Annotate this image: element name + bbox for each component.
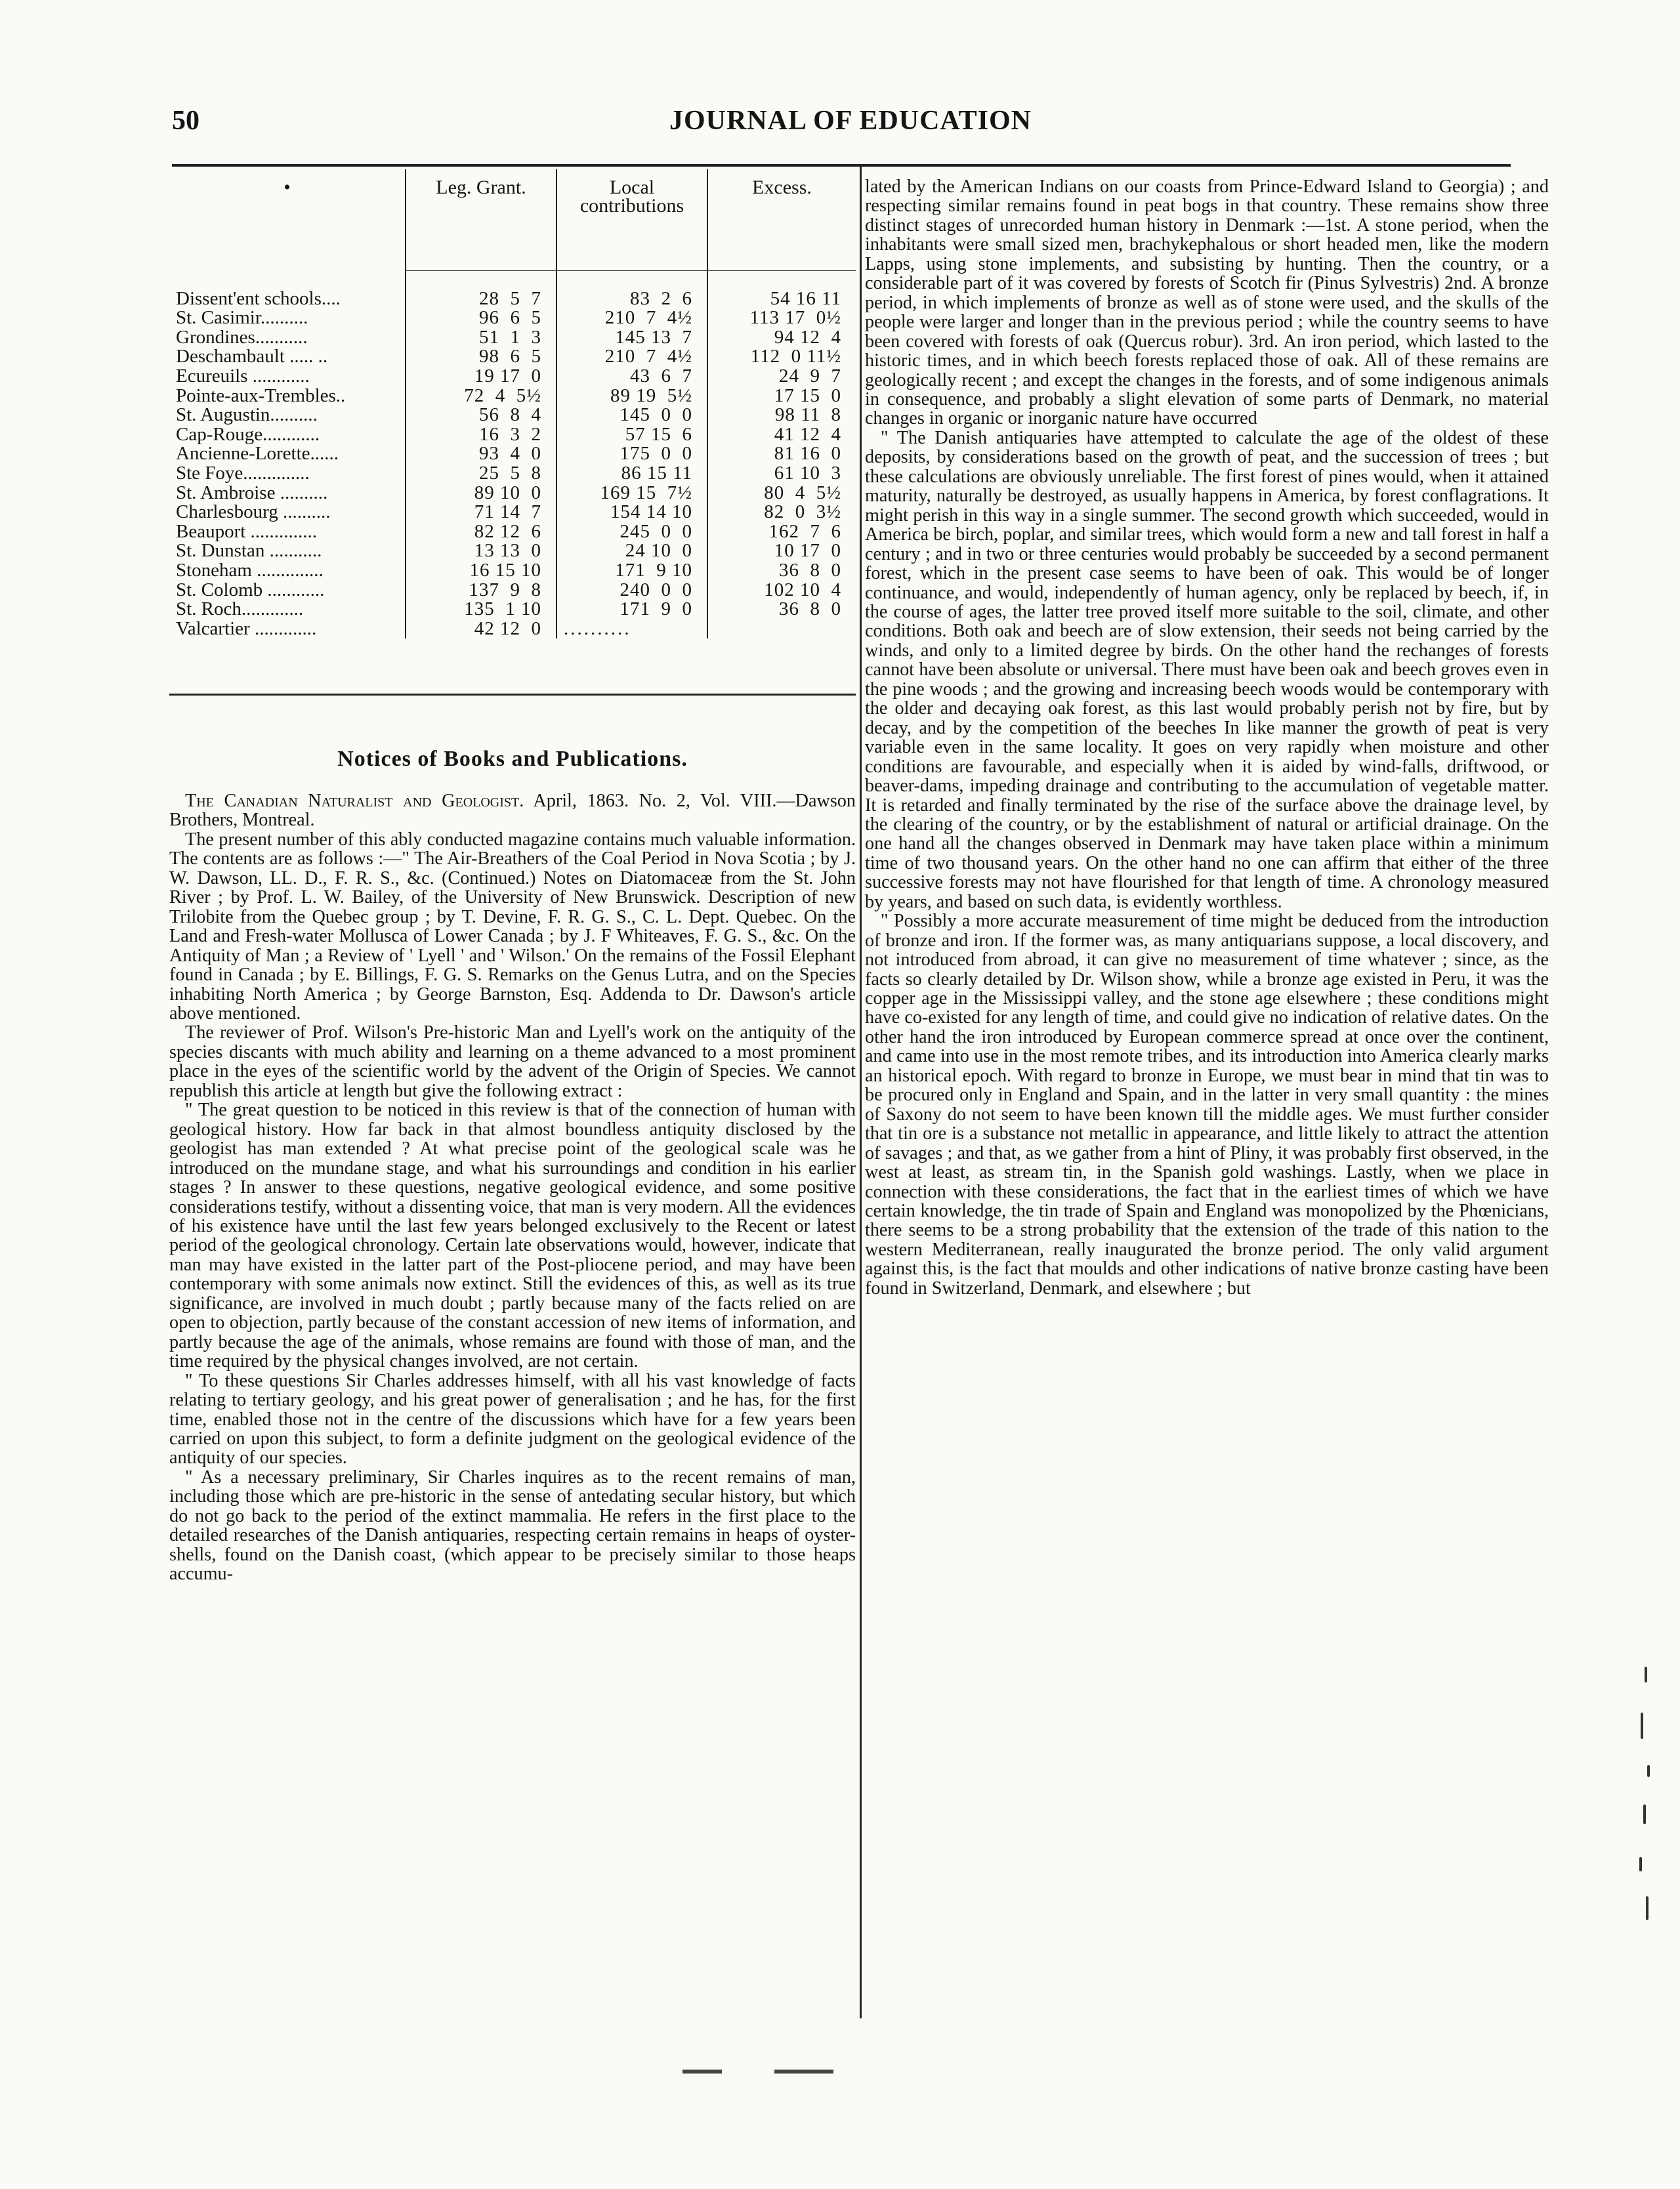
excess-header: Excess. [707,169,856,270]
excess-cell [707,619,856,639]
excess-cell: 61 10 3 [707,464,856,484]
table-row [169,308,856,328]
review-intro [169,791,856,830]
page-number: 50 [172,106,200,136]
local-contributions-cell: 245 0 0 [556,522,707,542]
paragraph: " The Danish antiquaries have attempted to calculate the age of the oldest of these deposits, by considerations based on the growth of peat, and the succession of trees ; but these calculations are obviously unreliable. The first forest of pines would, when it attained maturity, naturally be destroyed, as usually happens in America, by forest conflagrations. It might perish in this way in a single summer. The second growth which succeeded, would in America be birch, poplar, and similar trees, which would form a new and tall forest in half a century ; and in two or three centuries would probably be succeeded by a second permanent forest, which in the present case seems to have been of oak. This would be of longer continuance, and would, independently of human agency, only be replaced by beech, if, in the course of ages, the latter tree proved itself more suitable to the soil, climate, and other conditions. Both oak and beech are of slow extension, their seeds not being carried by the winds, and only to a limited degree by birds. On the other hand the rechanges of forests cannot have been absolute or universal. There must have been oak and beech groves even in the pine woods ; and the growing and increasing beech woods would be contemporary with the older and decaying oak forest, as this last would probably perish not by fire, but by decay, and by the competition of the beeches In like manner the growth of peat is very variable even in the same locality. It goes on very rapidly when moisture and other conditions are favourable, and especially when it is aided by wind-falls, driftwood, or beaver-dams, impeding drainage and contributing to the accumulation of vegetable matter. It is retarded and finally terminated by the rise of the surface above the drainage level, by the clearing of the country, or by the establishment of natural or artificial drainage. On the one hand all the changes observed in Denmark may have taken place within a minimum time of two thousand years. On the other hand no one can affirm that either of the three successive forests may not have flourished for that length of time. A chronology measured by years, and based on such data, is evidently worthless. [865,427,1549,912]
leg-grant-cell: 19 17 0 [406,367,556,386]
school-name-cell: St. Casimir.......... [176,307,308,329]
excess-cell: 162 7 6 [707,522,856,542]
excess-cell: 94 12 4 [707,328,856,348]
excess-cell: 41 12 4 [707,425,856,445]
local-contributions-cell: 210 7 4½ [556,347,707,367]
table-row [169,541,856,561]
school-name-cell: Ancienne-Lorette...... [176,443,339,465]
local-contributions-cell: 86 15 11 [556,464,707,484]
local-contributions-cell: 43 6 7 [556,367,707,386]
table-row [169,600,856,619]
leg-grant-cell: 16 15 10 [406,561,556,581]
leg-grant-cell: 28 5 7 [406,270,556,308]
table-bottom-rule [169,694,856,696]
leg-grant-cell: 13 13 0 [406,541,556,561]
table-row [169,270,856,308]
excess-cell: 98 11 8 [707,406,856,425]
table-row [169,328,856,348]
school-name-cell: Pointe-aux-Trembles.. [176,385,346,406]
local-contributions-cell: 154 14 10 [556,503,707,522]
grants-table-header [169,169,856,270]
school-name-cell: Stoneham .............. [176,560,324,581]
local-contributions-cell: 169 15 7½ [556,483,707,503]
paragraph: " Possibly a more accurate measurement of time might be deduced from the introduction of bronze and iron. If the former was, as many antiquarians suppose, a local discovery, and not introduced from abroad, it can give no measurement of time whatever ; since, as the facts so clearly detailed by Dr. Wilson show, while a bronze age existed in Peru, it was the copper age in the Mississippi valley, and the stone age elsewhere ; these conditions might have co-existed for any length of time, and could give no indication of relative dates. On the other hand the iron introduced by European commerce spread at once over the continent, and came into use in the most remote tribes, and its introduction into America clearly marks an historical epoch. With regard to bronze in Europe, we must bear in mind that tin was to be procured only in England and Spain, and in the latter in very small quantity : the mines of Saxony do not seem to have been known till the middle ages. We must further consider that tin ore is a substance not metallic in appearance, and little likely to attract the attention of savages ; and that, as we gather from a hint of Pliny, it was probably first observed, in the west at least, as stream tin, in the Spanish gold washings. Lastly, when we place in connection with these considerations, the fact that in the earliest times of which we have certain knowledge, the tin trade of Spain and England was monopolized by the Phœnicians, there seems to be a strong probability that the extension of the trade of this nation to the western Mediterranean, really inaugurated the bronze period. The only valid argument against this, is the fact that moulds and other indications of native bronze casting have been found in Switzerland, Denmark, and elsewhere ; but [865,911,1549,1299]
leg-grant-cell: 51 1 3 [406,328,556,348]
table-row [169,386,856,406]
table-row [169,444,856,464]
paragraph: " As a necessary preliminary, Sir Charles inquires as to the recent remains of man, including those which are pre-historic in the sense of antedating secular history, but which do not go back to the period of the extinct mammalia. He refers in the first place to the detailed researches of the Danish antiquaries, respecting certain remains in heaps of oyster-shells, found on the Danish coast, (which appear to be precisely similar to those heaps accumu- [169,1467,856,1585]
left-column [169,169,856,2018]
school-name-cell: Cap-Rouge............ [176,423,320,445]
school-name-cell: Valcartier ............. [176,617,317,639]
leg-grant-cell: 16 3 2 [406,425,556,445]
review-intro-rest: April, 1863. No. 2, Vol. VIII.—Dawson Brothers, Montreal. [169,791,856,831]
table-row [169,503,856,522]
page-header [172,105,1529,144]
school-name-cell: St. Dunstan ........... [176,540,322,562]
leg-grant-cell: 56 8 4 [406,406,556,425]
paragraph: " The great question to be noticed in this review is that of the connection of human with geological history. How far back in that almost boundless antiquity disclosed by the geologist has man extended ? At what precise point of the geological scale was he introduced on the mundane stage, and what his surroundings and condition in his earlier stages ? In answer to these questions, negative geological evidence, and some positive considerations testify, without a dissenting voice, that man is very modern. All the evidences of his existence have until the last few years belonged exclusively to the Recent or latest period of the geological chronology. Certain late observations would, however, indicate that man may have existed in the latter part of the Post-pliocene period, and may have been contemporary with some animals now extinct. Still the evidences of this, as well as its true significance, are involved in much doubt ; partly because many of the facts relied on are open to objection, partly because of the constant accession of new items of information, and partly because the age of the animals, whose remains are found with those of man, and the time required by the physical changes involved, are not certain. [169,1100,856,1372]
local-contributions-cell: 171 9 10 [556,561,707,581]
table-row [169,406,856,425]
header-rule [172,164,1511,167]
leg-grant-cell: 96 6 5 [406,308,556,328]
school-name-cell: Beauport .............. [176,520,318,542]
local-contributions-cell: 89 19 5½ [556,386,707,406]
excess-cell: 54 16 11 [707,270,856,308]
paragraph: The reviewer of Prof. Wilson's Pre-historic Man and Lyell's work on the antiquity of the species discants with much ability and learning on a theme advanced to a most prominent place in the eyes of the scientific world by the advent of the Origin of Species. We cannot republish this article at length but give the following extract : [169,1022,856,1101]
leg-grant-cell: 82 12 6 [406,522,556,542]
leg-grant-header: Leg. Grant. [406,169,556,270]
table-row [169,425,856,445]
excess-cell: 82 0 3½ [707,503,856,522]
column-divider [860,167,862,2018]
school-name-cell: Charlesbourg .......... [176,501,331,523]
right-column [865,169,1549,2018]
grants-table [169,169,856,696]
paragraph: lated by the American Indians on our coasts from Prince-Edward Island to Georgia) ; and respecting similar remains found in peat bogs in that country. These remains show three distinct stages of unrecorded human history in Denmark :—1st. A stone period, when the inhabitants were small sized men, brachykephalous or short headed men, like the modern Lapps, using stone implements, and subsisting by hunting. Then the country, or a considerable part of it was covered by forests of Scotch fir (Pinus Sylvestris) 2nd. A bronze period, in which implements of bronze as well as of stone were used, and the skulls of the people were larger and longer than in the previous period ; while the country seems to have been covered with forests of oak (Quercus robur). 3rd. An iron period, which lasted to the historic times, and in which beech forests replaced those of oak. All of these remains are geologically recent ; and except the changes in the forests, and of some indigenous animals in consequence, and probably a slight elevation of some parts of Denmark, no material changes in organic or inorganic nature have occurred [865,177,1549,429]
table-row [169,619,856,639]
table-row [169,347,856,367]
local-contributions-header: Local contributions [556,169,707,270]
local-contributions-cell: 175 0 0 [556,444,707,464]
excess-cell: 81 16 0 [707,444,856,464]
paragraph: The present number of this ably conducted magazine contains much valuable information. The contents are as follows :—" The Air-Breathers of the Coal Period in Nova Scotia ; by J. W. Dawson, LL. D., F. R. S., &c. (Continued.) Notes on Diatomaceæ from the St. John River ; by Prof. L. W. Bailey, of the University of New Brunswick. Description of new Trilobite from the Quebec group ; by T. Devine, F. R. G. S., C. L. Dept. Quebec. On the Land and Fresh-water Mollusca of Lower Canada ; by J. F Whiteaves, F. G. S., &c. On the Antiquity of Man ; a Review of ' Lyell ' and ' Wilson.' On the remains of the Fossil Elephant found in Canada ; by E. Billings, F. G. S. Remarks on the Genus Lutra, and on the Species inhabiting North America ; by George Barnston, Esq. Addenda to Dr. Dawson's article above mentioned. [169,829,856,1024]
school-name-cell: Grondines........... [176,326,308,348]
leg-grant-cell: 42 12 0 [406,619,556,639]
school-name-cell: Dissent'ent schools.... [176,287,341,309]
right-body-text [865,177,1549,1298]
leg-grant-cell: 135 1 10 [406,600,556,619]
school-name-cell: Deschambault ..... .. [176,346,328,367]
local-contributions-cell: 83 2 6 [556,270,707,308]
school-name-cell: St. Colomb ............ [176,579,325,600]
excess-cell: 112 0 11½ [707,347,856,367]
school-name-cell: Ecureuils ............ [176,365,310,387]
school-name-cell: St. Augustin.......... [176,404,318,426]
local-contributions-cell: 240 0 0 [556,580,707,600]
leg-grant-cell: 93 4 0 [406,444,556,464]
local-contributions-cell: 57 15 6 [556,425,707,445]
leg-grant-cell: 72 4 5½ [406,386,556,406]
section-title: Notices of Books and Publications. [337,747,688,771]
leg-grant-cell: 71 14 7 [406,503,556,522]
table-marker: • [284,177,291,198]
table-row [169,580,856,600]
paragraph: " To these questions Sir Charles addresses himself, with all his vast knowledge of facts relating to tertiary geology, and his great power of generalisation ; and he has, for the first time, enabled those not in the centre of the discussions which have for a few years been carried on upon this subject, to form a definite judgment on the geological evidence of the antiquity of our species. [169,1370,856,1469]
table-row [169,522,856,542]
local-contributions-cell: 145 13 7 [556,328,707,348]
table-row [169,464,856,484]
local-contributions-cell: 210 7 4½ [556,308,707,328]
excess-cell: 10 17 0 [707,541,856,561]
journal-title: JOURNAL OF EDUCATION [669,106,1032,136]
leg-grant-cell: 98 6 5 [406,347,556,367]
footer-scan-smudge [774,2070,833,2074]
local-contributions-cell: 171 9 0 [556,600,707,619]
school-name-cell: St. Roch............. [176,598,304,620]
local-contributions-cell: 145 0 0 [556,406,707,425]
left-body-text [169,791,856,1584]
excess-cell: 36 8 0 [707,600,856,619]
excess-cell: 80 4 5½ [707,483,856,503]
leg-grant-cell: 137 9 8 [406,580,556,600]
table-row [169,561,856,581]
table-row [169,367,856,386]
school-name-cell: St. Ambroise .......... [176,482,328,503]
local-contributions-cell: 24 10 0 [556,541,707,561]
margin-scan-marks [1634,1667,1660,1929]
excess-cell: 113 17 0½ [707,308,856,328]
leg-grant-cell: 25 5 8 [406,464,556,484]
excess-cell: 24 9 7 [707,367,856,386]
excess-cell: 17 15 0 [707,386,856,406]
review-intro-caps: The Canadian Naturalist and Geologist. [185,791,524,811]
excess-cell: 102 10 4 [707,580,856,600]
excess-cell: 36 8 0 [707,561,856,581]
school-name-cell: Ste Foye.............. [176,463,310,484]
local-contributions-cell: .......... [556,619,707,639]
footer-scan-smudge [682,2070,722,2074]
leg-grant-cell: 89 10 0 [406,483,556,503]
table-row [169,483,856,503]
